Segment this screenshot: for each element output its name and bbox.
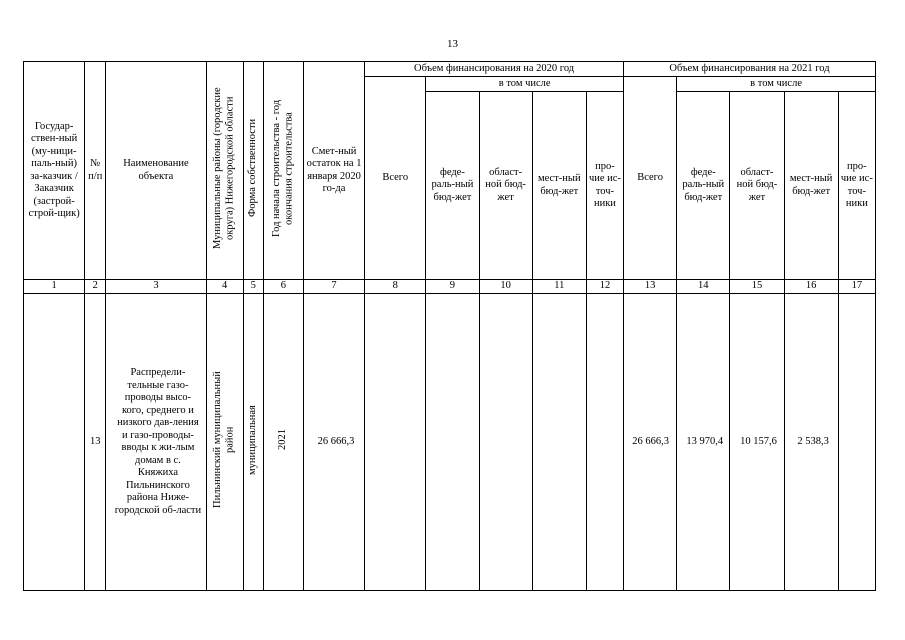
cell-customer	[24, 294, 85, 591]
header-2020-incl: в том числе	[426, 77, 624, 92]
cell-2020-regional	[479, 294, 532, 591]
cell-district-text: Пильнинский муниципальный район	[212, 371, 236, 509]
header-2021-regional: област-ной бюд-жет	[730, 92, 784, 280]
column-number: 11	[532, 280, 586, 294]
column-number: 1	[24, 280, 85, 294]
investment-program-table	[23, 61, 876, 591]
header-2020-federal: феде-раль-ный бюд-жет	[426, 92, 479, 280]
header-district	[206, 62, 243, 280]
column-number: 17	[838, 280, 875, 294]
header-2021-local: мест-ный бюд-жет	[784, 92, 838, 280]
header-2021-incl: в том числе	[677, 77, 876, 92]
header-2020-total: Всего	[365, 77, 426, 280]
cell-estimate-balance: 26 666,3	[303, 294, 364, 591]
column-number: 6	[263, 280, 303, 294]
table-row	[24, 294, 876, 591]
header-2021-other: про-чие ис-точ-ники	[838, 92, 875, 280]
header-customer: Государ-ствен-ный (му-ници-паль-ный) за-казчик / Заказчик (застрой-строй-щик)	[24, 62, 85, 280]
cell-2020-other	[586, 294, 623, 591]
column-number: 2	[85, 280, 106, 294]
header-district-text: Муниципальные районы (городские округа) Нижегородской области	[212, 87, 236, 250]
header-years-text: Год начала строительства - год окончания строительства	[270, 99, 295, 237]
cell-2021-total: 26 666,3	[624, 294, 677, 591]
cell-years	[263, 294, 303, 591]
header-group-2020: Объем финансирования на 2020 год	[365, 62, 624, 77]
page-number: 13	[447, 38, 458, 50]
header-2020-other: про-чие ис-точ-ники	[586, 92, 623, 280]
header-estimate-balance: Смет-ный остаток на 1 января 2020 го-да	[303, 62, 364, 280]
header-ownership	[243, 62, 263, 280]
header-group-2021: Объем финансирования на 2021 год	[624, 62, 876, 77]
cell-2021-other	[838, 294, 875, 591]
column-number: 4	[206, 280, 243, 294]
cell-district	[206, 294, 243, 591]
column-numbers-row	[24, 280, 876, 294]
header-object-name: Наименование объекта	[106, 62, 206, 280]
header-2021-total: Всего	[624, 77, 677, 280]
cell-years-text: 2021	[277, 429, 289, 451]
column-number: 5	[243, 280, 263, 294]
header-years	[263, 62, 303, 280]
header-number: № п/п	[85, 62, 106, 280]
column-number: 10	[479, 280, 532, 294]
cell-2021-federal: 13 970,4	[677, 294, 730, 591]
cell-2020-local	[532, 294, 586, 591]
column-number: 14	[677, 280, 730, 294]
header-2020-local: мест-ный бюд-жет	[532, 92, 586, 280]
cell-ownership-text: муниципальная	[247, 404, 259, 475]
column-number: 8	[365, 280, 426, 294]
cell-2020-total	[365, 294, 426, 591]
cell-2021-local: 2 538,3	[784, 294, 838, 591]
column-number: 9	[426, 280, 479, 294]
column-number: 12	[586, 280, 623, 294]
column-number: 13	[624, 280, 677, 294]
column-number: 15	[730, 280, 784, 294]
cell-number: 13	[85, 294, 106, 591]
cell-object-name: Распредели-тельные газо-проводы высо-кого, среднего и низкого дав-ления и газо-проводы-вводы к жи-лым домам в с. Княжиха Пильнинского района Ниже-городской об-ласти	[106, 294, 206, 591]
header-2021-federal: феде-раль-ный бюд-жет	[677, 92, 730, 280]
header-2020-regional: област-ной бюд-жет	[479, 92, 532, 280]
cell-2020-federal	[426, 294, 479, 591]
cell-2021-regional: 10 157,6	[730, 294, 784, 591]
column-number: 3	[106, 280, 206, 294]
column-number: 16	[784, 280, 838, 294]
cell-ownership	[243, 294, 263, 591]
column-number: 7	[303, 280, 364, 294]
header-ownership-text: Форма собственности	[247, 119, 259, 218]
